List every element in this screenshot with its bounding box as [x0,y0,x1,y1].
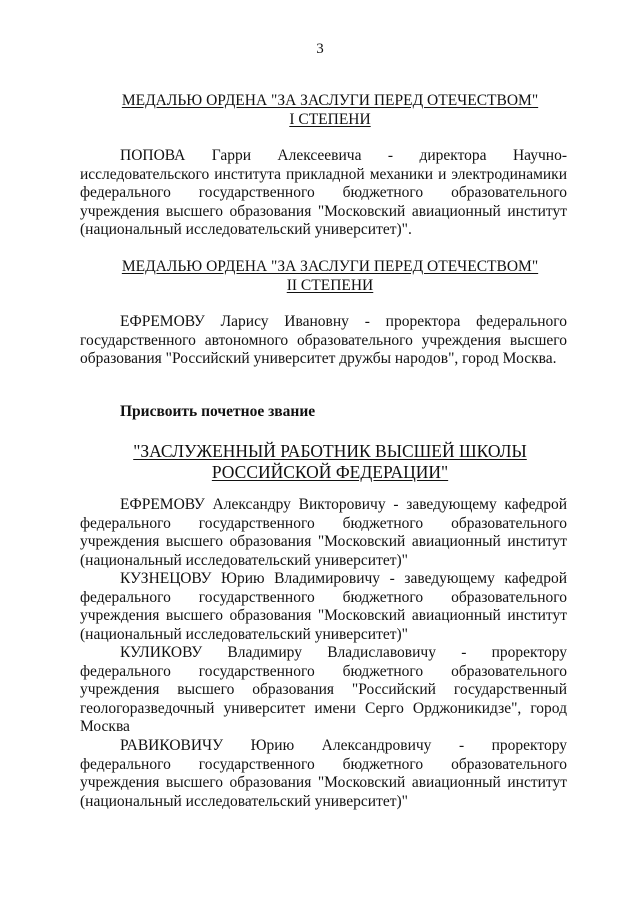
section2-award-paragraph: ЕФРЕМОВУ Ларису Ивановну - проректора федерального государственного автономного образовательного учреждения высшего образования "Российский университет дружбы народов", город Москва. [80,313,567,367]
awardee-paragraph-3: КУЛИКОВУ Владимиру Владиславовичу - проректору федерального государственного бюджетного образовательного учреждения высшего образования "Российский государственный геологоразведочный университет имени Серго Орджоникидзе", город Москва [80,644,567,735]
section1-award-paragraph: ПОПОВА Гарри Алексеевича - директора Научно-исследовательского института прикладной механики и электродинамики федерального государственного бюджетного образовательного учреждения высшего образования "Московский авиационный институт (национальный исследовательский университет)". [80,147,567,238]
section2-heading [100,258,560,295]
section1-heading-line2: I СТЕПЕНИ [289,110,371,128]
awardee-paragraph-4: РАВИКОВИЧУ Юрию Александровичу - проректору федерального государственного бюджетного образовательного учреждения высшего образования "Московский авиационный институт (национальный исследовательский университет)" [80,737,567,810]
page-number: 3 [316,41,324,57]
title-intro: Присвоить почетное звание [120,403,316,420]
section3-heading [100,441,560,482]
section3-heading-line2: РОССИЙСКОЙ ФЕДЕРАЦИИ" [211,461,449,482]
section1-heading-line1: МЕДАЛЬЮ ОРДЕНА "ЗА ЗАСЛУГИ ПЕРЕД ОТЕЧЕСТВОМ" [121,92,539,109]
section2-heading-line2: II СТЕПЕНИ [286,276,374,294]
section3-heading-line1: "ЗАСЛУЖЕННЫЙ РАБОТНИК ВЫСШЕЙ ШКОЛЫ [133,441,527,461]
awardee-paragraph-1: ЕФРЕМОВУ Александру Викторовичу - заведующему кафедрой федерального государственного бюджетного образовательного учреждения высшего образования "Московский авиационный институт (национальный исследовательский университет)" [80,496,567,569]
section2-heading-line1: МЕДАЛЬЮ ОРДЕНА "ЗА ЗАСЛУГИ ПЕРЕД ОТЕЧЕСТВОМ" [121,258,539,275]
section1-heading [100,92,560,129]
awardee-paragraph-2: КУЗНЕЦОВУ Юрию Владимировичу - заведующему кафедрой федерального государственного бюджетного образовательного учреждения высшего образования "Московский авиационный институт (национальный исследовательский университет)" [80,570,567,643]
